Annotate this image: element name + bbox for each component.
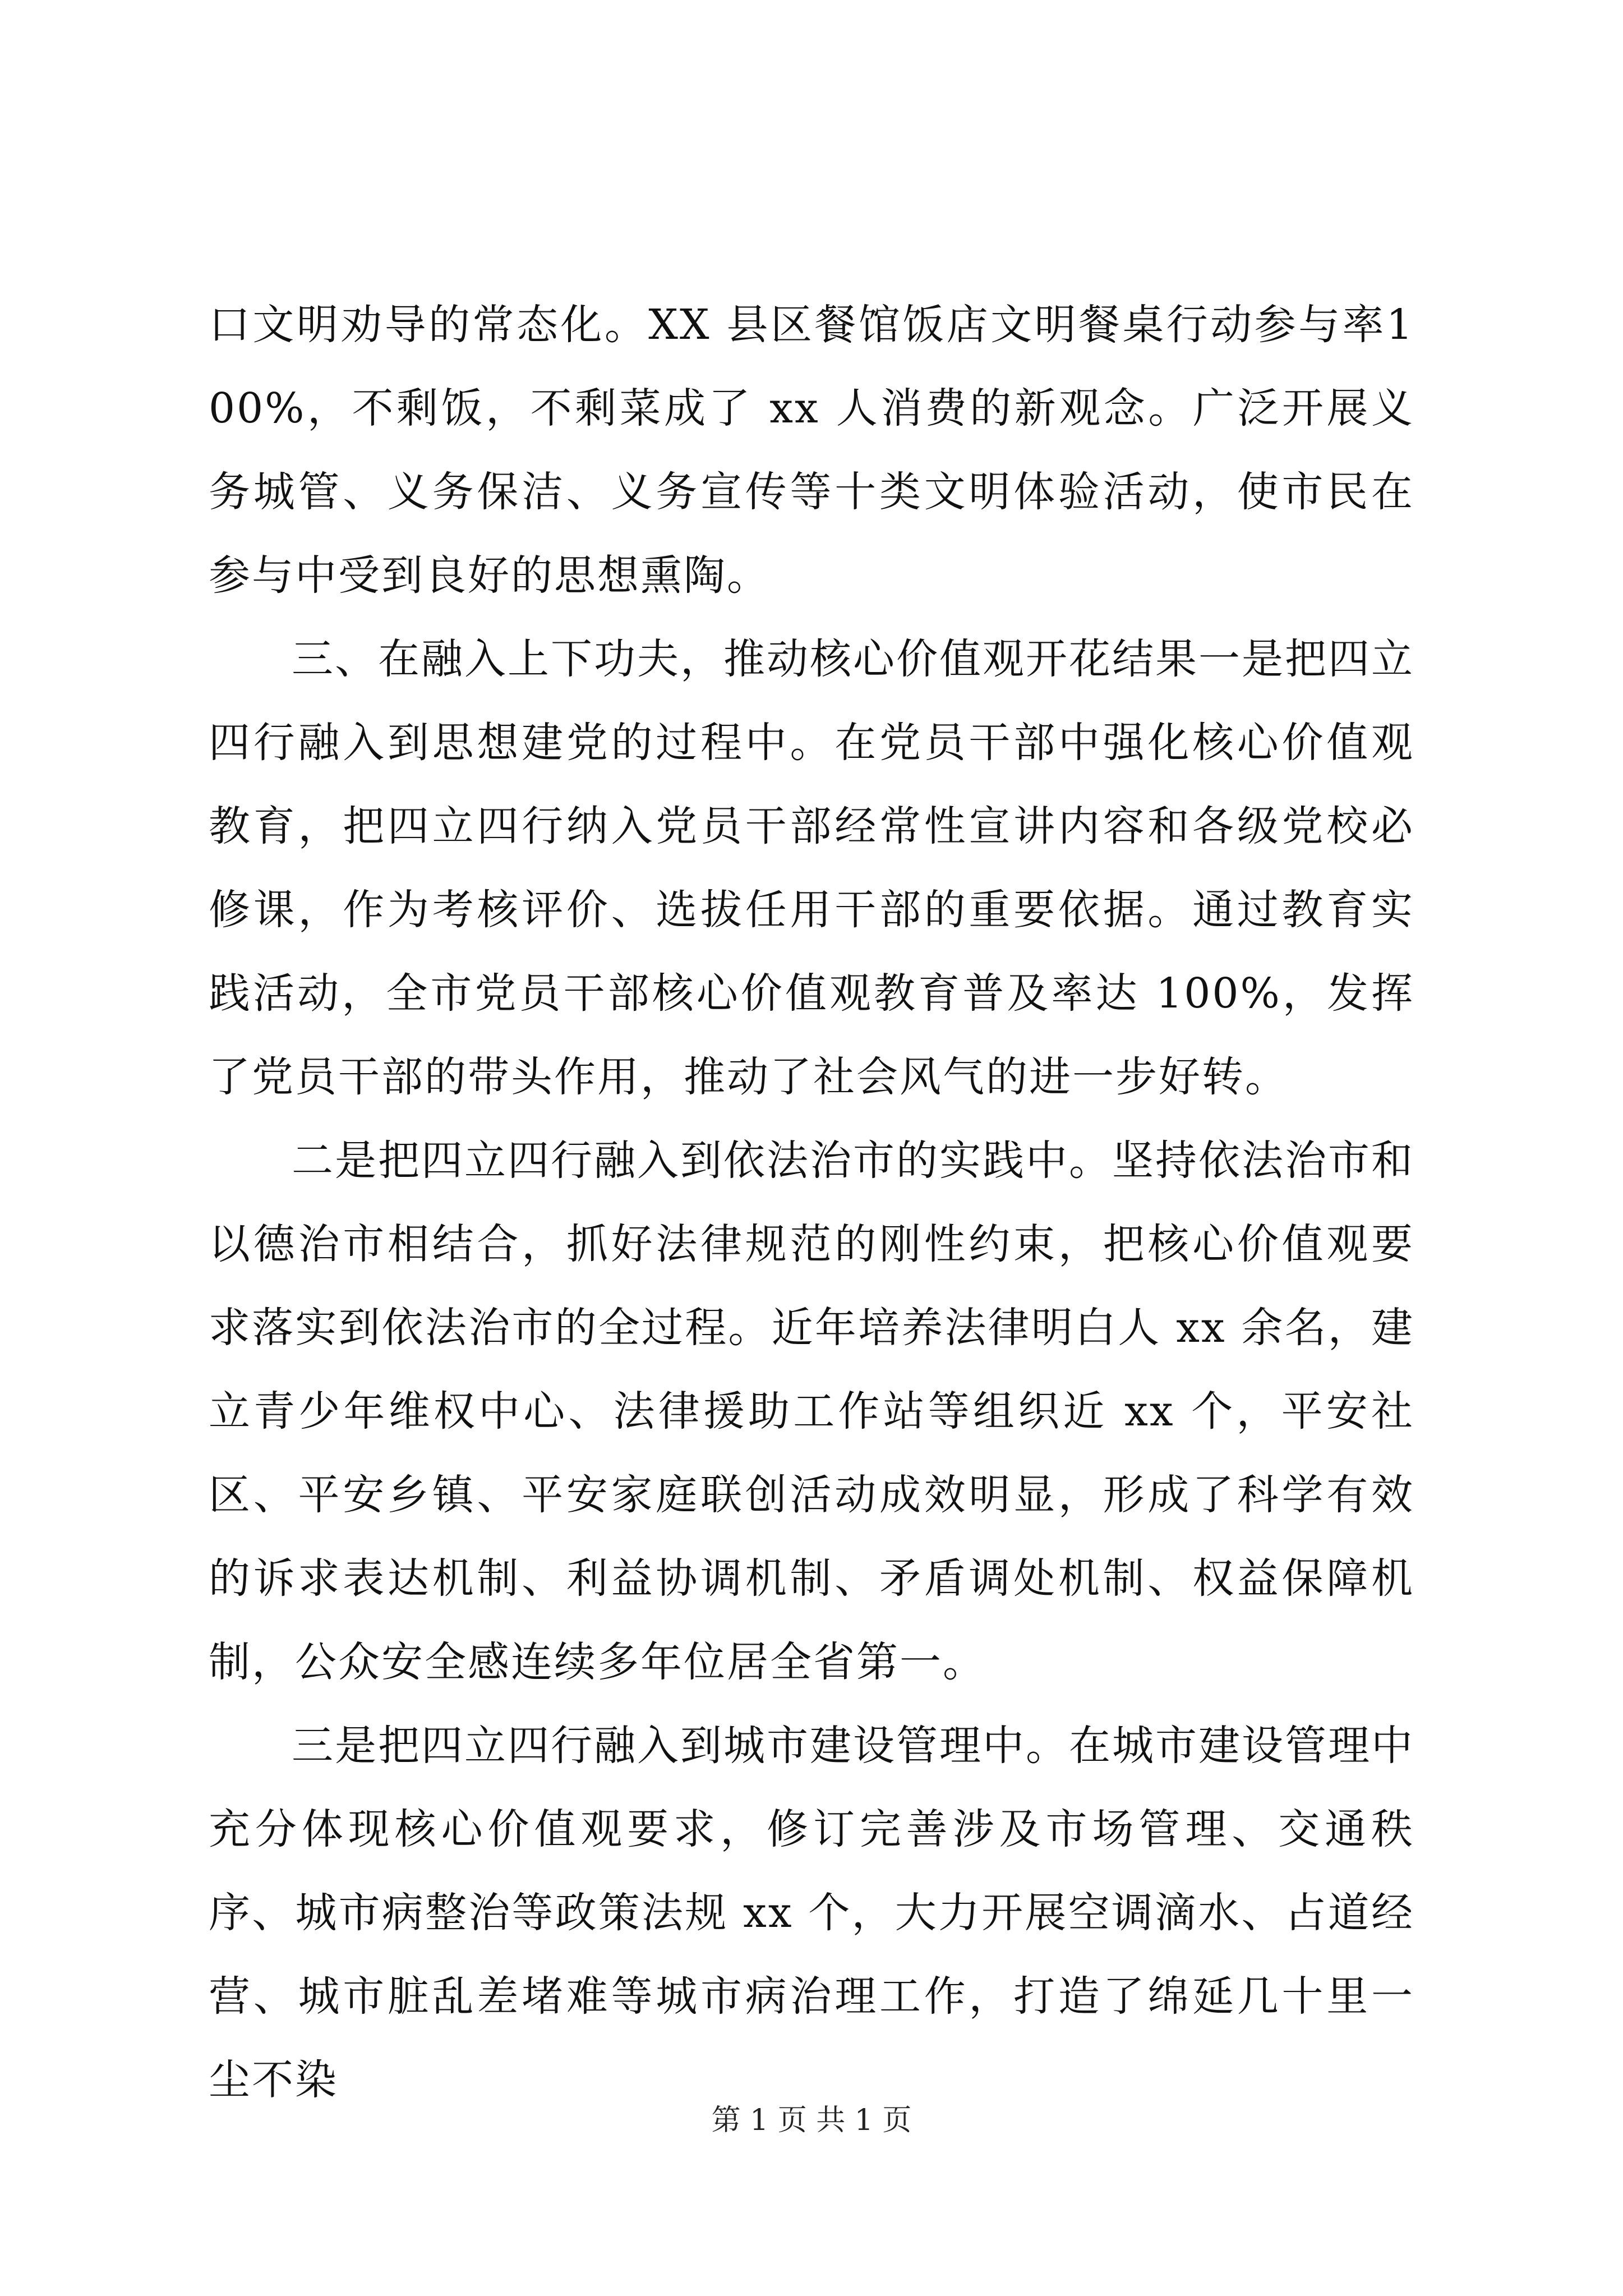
page-number-footer: 第 1 页 共 1 页 — [711, 2104, 912, 2137]
paragraph-section-three: 三、在融入上下功夫，推动核心价值观开花结果一是把四立四行融入到思想建党的过程中。在党员干部中强化核心价值观教育，把四立四行纳入党员干部经常性宣讲内容和各级党校必修课，作为考核评价、选拔任用干部的重要依据。通过教育实践活动，全市党员干部核心价值观教育普及率达 100%，发挥了党员干部的带头作用，推动了社会风气的进一步好转。 — [209, 635, 1414, 1101]
document-body — [209, 283, 1414, 2122]
paragraph-city-management: 三是把四立四行融入到城市建设管理中。在城市建设管理中充分体现核心价值观要求，修订完善涉及市场管理、交通秩序、城市病整治等政策法规 xx 个，大力开展空调滴水、占道经营、城市脏乱差堵难等城市病治理工作，打造了绵延几十里一尘不染 — [209, 1722, 1414, 2104]
paragraph-continued: 口文明劝导的常态化。XX 县区餐馆饭店文明餐桌行动参与率100%，不剩饭，不剩菜成了 xx 人消费的新观念。广泛开展义务城管、义务保洁、义务宣传等十类文明体验活动，使市民在参与中受到良好的思想熏陶。 — [209, 301, 1414, 600]
paragraph-rule-of-law: 二是把四立四行融入到依法治市的实践中。坚持依法治市和以德治市相结合，抓好法律规范的刚性约束，把核心价值观要求落实到依法治市的全过程。近年培养法律明白人 xx 余名，建立青少年维权中心、法律援助工作站等组织近 xx 个，平安社区、平安乡镇、平安家庭联创活动成效明显，形成了科学有效的诉求表达机制、利益协调机制、矛盾调处机制、权益保障机制，公众安全感连续多年位居全省第一。 — [209, 1137, 1414, 1686]
